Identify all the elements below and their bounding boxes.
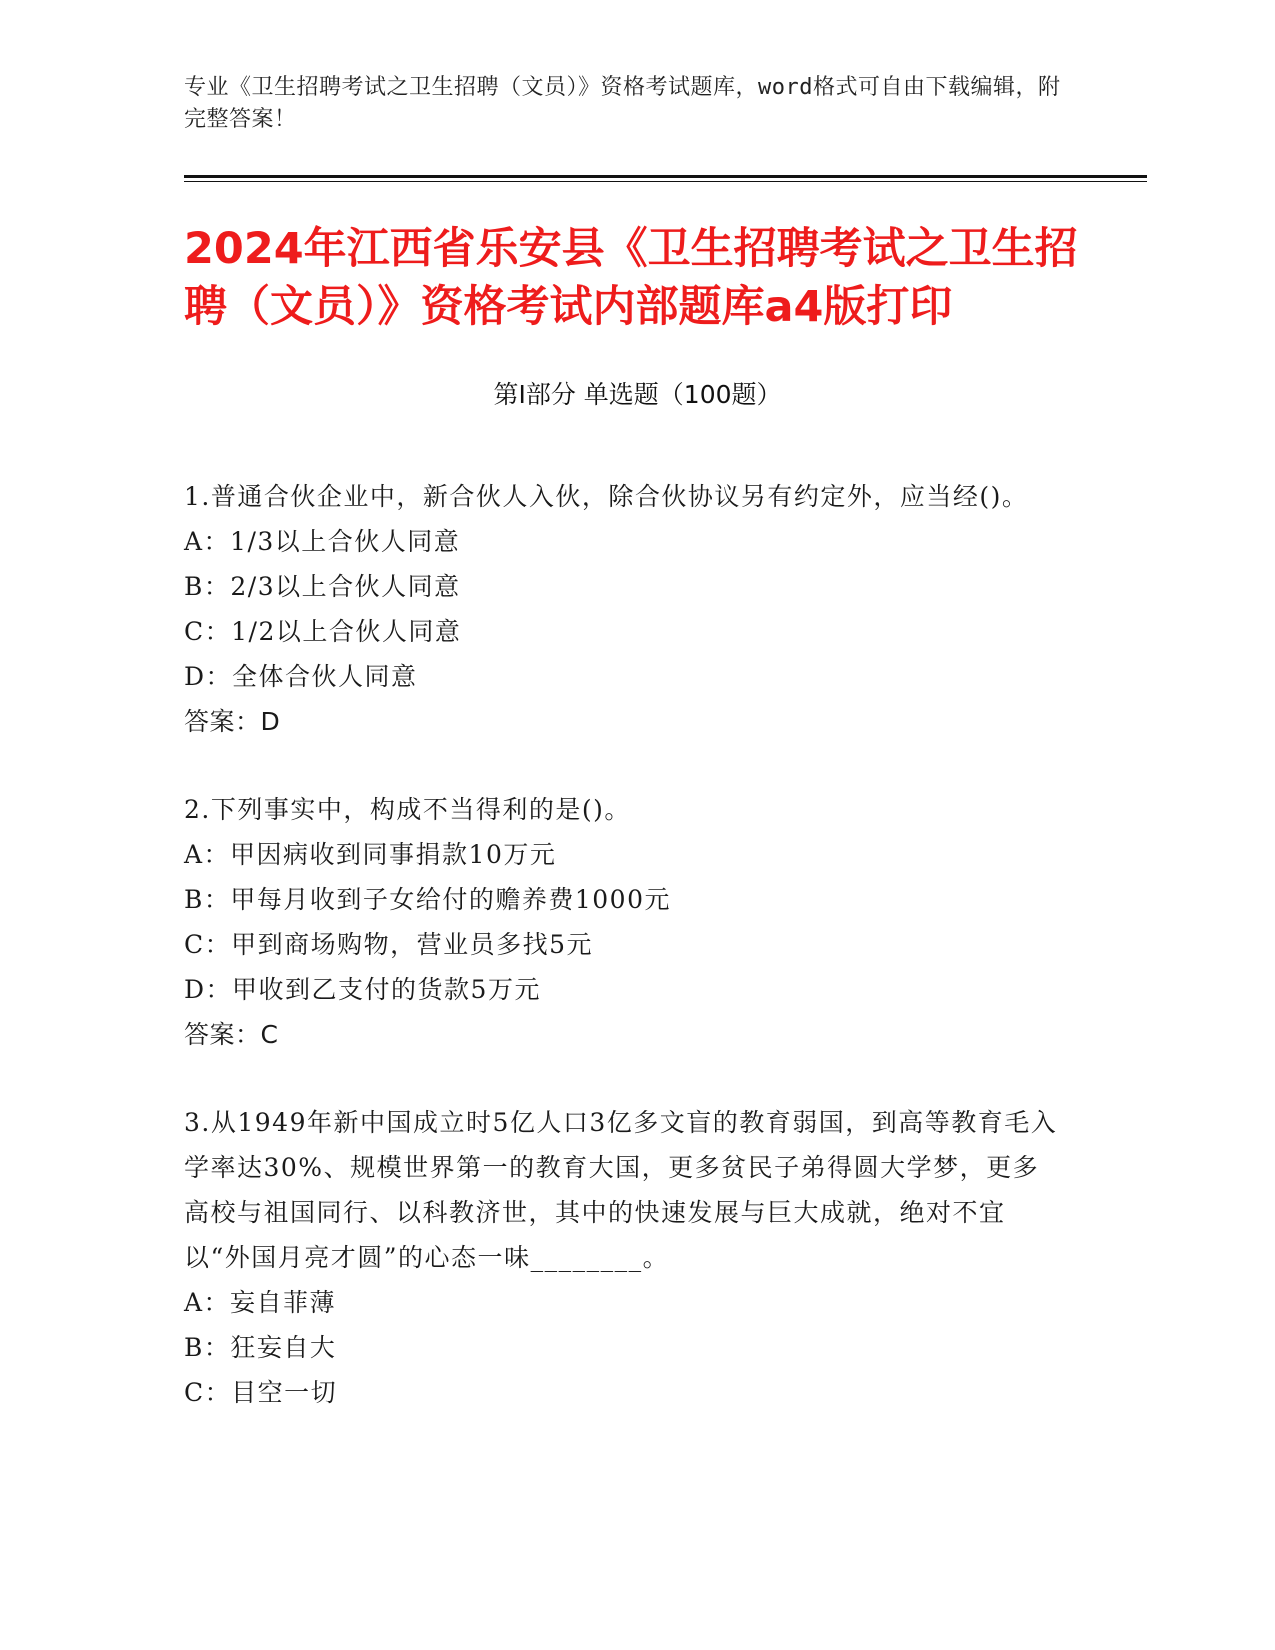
- option-c: C：目空一切: [184, 1378, 338, 1407]
- header-divider-thin: [184, 181, 1147, 182]
- section-title: 第Ⅰ部分 单选题（100题）: [493, 380, 782, 409]
- option-b: B：甲每月收到子女给付的赡养费1000元: [184, 885, 671, 914]
- question-stem: 3.从1949年新中国成立时5亿人口3亿多文盲的教育弱国，到高等教育毛入学率达30%、规模世界第一的教育大国，更多贫民子弟得圆大学梦，更多高校与祖国同行、以科教济世，其中的快速发展与巨大成就，绝对不宜以“外国月亮才圆”的心态一味________。: [184, 1108, 1058, 1272]
- option-a: A：甲因病收到同事捐款10万元: [184, 840, 557, 869]
- answer: 答案：C: [184, 1020, 279, 1049]
- option-b: B：2/3以上合伙人同意: [184, 572, 461, 601]
- option-d: D：全体合伙人同意: [184, 662, 418, 691]
- question-1: [184, 474, 1064, 744]
- question-stem: 1.普通合伙企业中，新合伙人入伙，除合伙协议另有约定外，应当经()。: [184, 482, 1029, 511]
- answer: 答案：D: [184, 707, 281, 736]
- option-a: A：妄自菲薄: [184, 1288, 337, 1317]
- question-2: [184, 787, 1064, 1057]
- option-c: C：1/2以上合伙人同意: [184, 617, 462, 646]
- question-3: [184, 1100, 1064, 1415]
- option-c: C：甲到商场购物，营业员多找5元: [184, 930, 594, 959]
- option-a: A：1/3以上合伙人同意: [184, 527, 461, 556]
- header-divider: [184, 175, 1147, 178]
- header-note: 专业《卫生招聘考试之卫生招聘（文员）》资格考试题库，word格式可自由下载编辑，附完整答案！: [184, 75, 1061, 132]
- question-list: [184, 474, 1064, 1458]
- option-b: B：狂妄自大: [184, 1333, 337, 1362]
- question-stem: 2.下列事实中，构成不当得利的是()。: [184, 795, 631, 824]
- option-d: D：甲收到乙支付的货款5万元: [184, 975, 541, 1004]
- document-title: 2024年江西省乐安县《卫生招聘考试之卫生招聘（文员）》资格考试内部题库a4版打印: [184, 224, 1078, 332]
